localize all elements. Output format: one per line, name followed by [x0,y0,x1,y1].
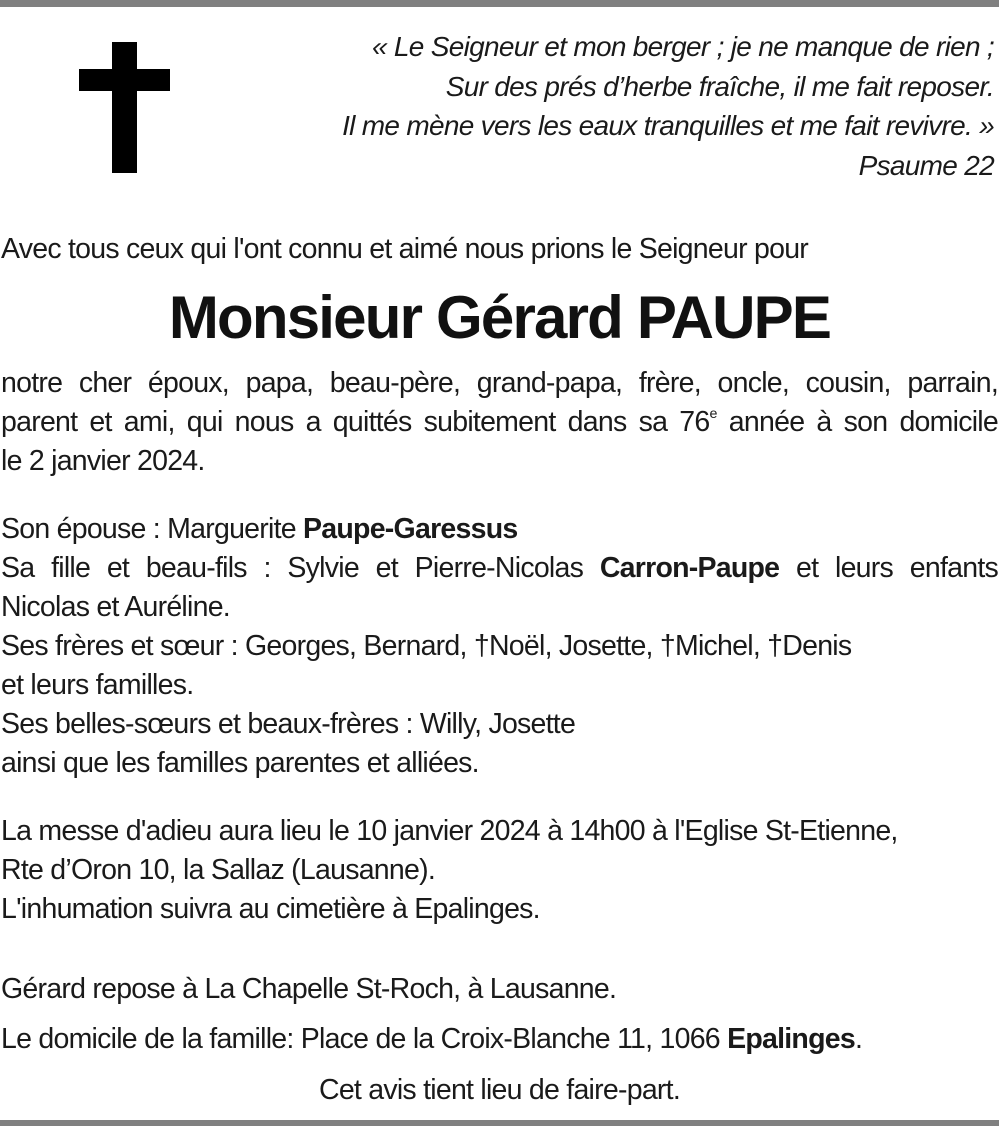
description-line-1: notre cher époux, papa, beau-père, grand-papa, frère, oncle, cousin, parrain, [1,367,998,399]
others-line: ainsi que les familles parentes et alliées. [1,747,479,779]
cross-icon [79,42,170,173]
top-rule [0,0,999,7]
daughter-line: Sa fille et beau-fils : Sylvie et Pierre-Nicolas Carron-Paupe et leurs enfants [1,552,998,584]
service-line-2: Rte d’Oron 10, la Sallaz (Lausanne). [1,854,436,886]
psalm-reference: Psaume 22 [858,149,994,181]
description-line-2: parent et ami, qui nous a quittés subitement dans sa 76e année à son domicile [1,406,998,438]
repose-line: Gérard repose à La Chapelle St-Roch, à Lausanne. [1,973,617,1005]
deceased-name: Monsieur Gérard PAUPE [168,284,831,351]
domicile-line: Le domicile de la famille: Place de la Croix-Blanche 11, 1066 Epalinges. [1,1023,863,1055]
service-line-1: La messe d'adieu aura lieu le 10 janvier 2024 à 14h00 à l'Eglise St-Etienne, [1,815,898,847]
siblings-line: Ses frères et sœur : Georges, Bernard, †Noël, Josette, †Michel, †Denis [1,630,852,662]
psalm-line-3: Il me mène vers les eaux tranquilles et me fait revivre. » [342,110,994,141]
description-line-3: le 2 janvier 2024. [1,445,205,477]
service-line-3: L'inhumation suivra au cimetière à Epalinges. [1,893,540,925]
intro-text: Avec tous ceux qui l'ont connu et aimé nous prions le Seigneur pour [1,233,809,265]
bottom-rule [0,1120,999,1126]
closing-line: Cet avis tient lieu de faire-part. [318,1074,681,1106]
in-laws-line: Ses belles-sœurs et beaux-frères : Willy, Josette [1,708,576,740]
psalm-line-1: « Le Seigneur et mon berger ; je ne manque de rien ; [371,31,994,62]
psalm-quote [274,27,994,185]
grandchildren-line: Nicolas et Auréline. [1,591,230,623]
psalm-line-2: Sur des prés d’herbe fraîche, il me fait reposer. [445,70,994,102]
siblings-suffix-line: et leurs familles. [1,669,194,701]
spouse-line: Son épouse : Marguerite Paupe-Garessus [1,513,518,545]
